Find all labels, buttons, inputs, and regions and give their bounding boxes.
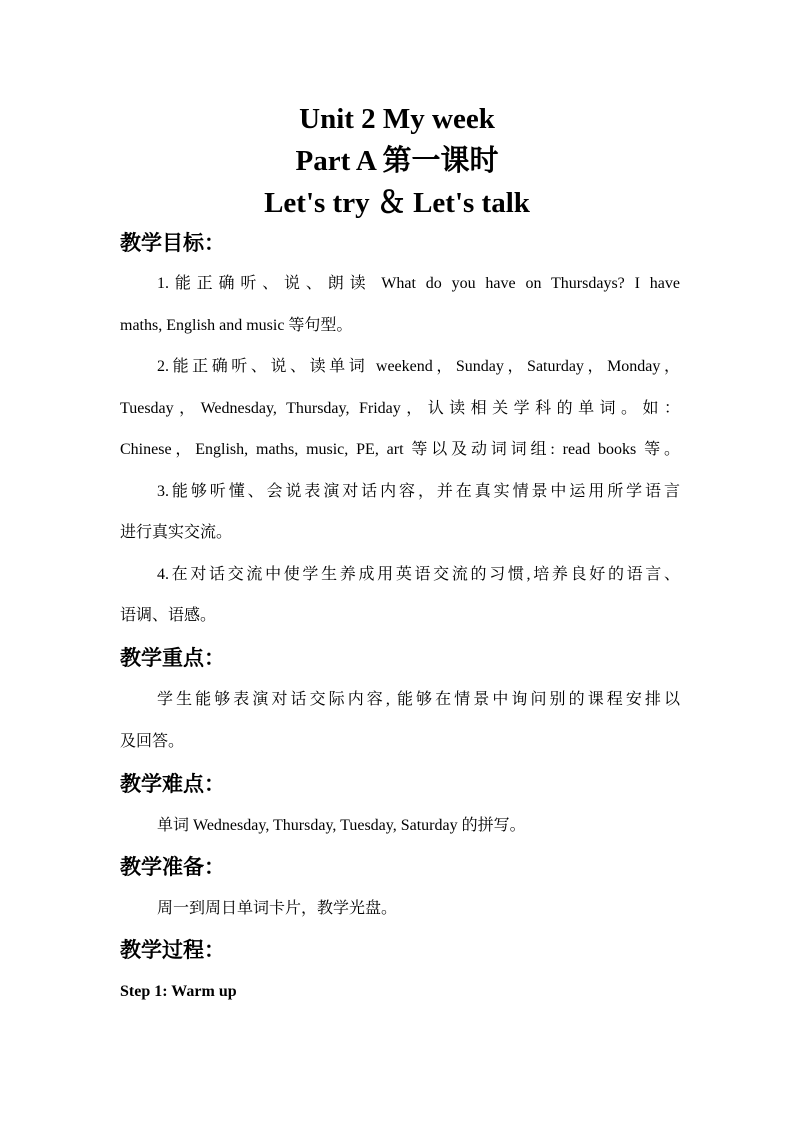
title-block — [0, 98, 794, 224]
process-heading: 教学过程： — [120, 938, 225, 962]
key-points-line-2: 及回答。 — [120, 733, 185, 750]
objectives-line-2: maths, English and music 等句型。 — [120, 317, 353, 334]
preparation-heading: 教学准备： — [120, 855, 225, 879]
objectives-line-3: 2.能正确听、说、读单词 weekend，Sunday，Saturday，Monday， — [157, 358, 680, 375]
objectives-line-7: 进行真实交流。 — [120, 524, 233, 541]
objectives-line-8: 4.在对话交流中使学生养成用英语交流的习惯,培养良好的语言、 — [157, 566, 680, 583]
key-points-line-1: 学生能够表演对话交际内容, 能够在情景中询问别的课程安排以 — [157, 691, 680, 708]
difficulties-heading: 教学难点： — [120, 772, 225, 796]
objectives-line-9: 语调、语感。 — [120, 607, 217, 624]
lesson-title: Let's try ＆ Let's talk — [264, 187, 530, 219]
objectives-line-1: 1.能正确听、说、朗读 What do you have on Thursdays? I have — [157, 275, 680, 292]
objectives-heading: 教学目标： — [120, 231, 225, 255]
objectives-line-6: 3.能够听懂、会说表演对话内容，并在真实情景中运用所学语言 — [157, 483, 680, 500]
unit-title: Unit 2 My week — [299, 103, 495, 135]
preparation-line-1: 周一到周日单词卡片，教学光盘。 — [157, 900, 398, 917]
objectives-line-4: Tuesday，Wednesday, Thursday, Friday，认读相关学科的单词。如： — [120, 400, 680, 417]
objectives-line-5: Chinese，English, maths, music, PE, art 等以及动词词组: read books 等。 — [120, 441, 680, 458]
step-1-title: Step 1: Warm up — [120, 983, 237, 1000]
difficulties-line-1: 单词 Wednesday, Thursday, Tuesday, Saturday 的拼写。 — [157, 817, 526, 834]
part-title: Part A 第一课时 — [295, 145, 499, 177]
key-points-heading: 教学重点： — [120, 646, 225, 670]
